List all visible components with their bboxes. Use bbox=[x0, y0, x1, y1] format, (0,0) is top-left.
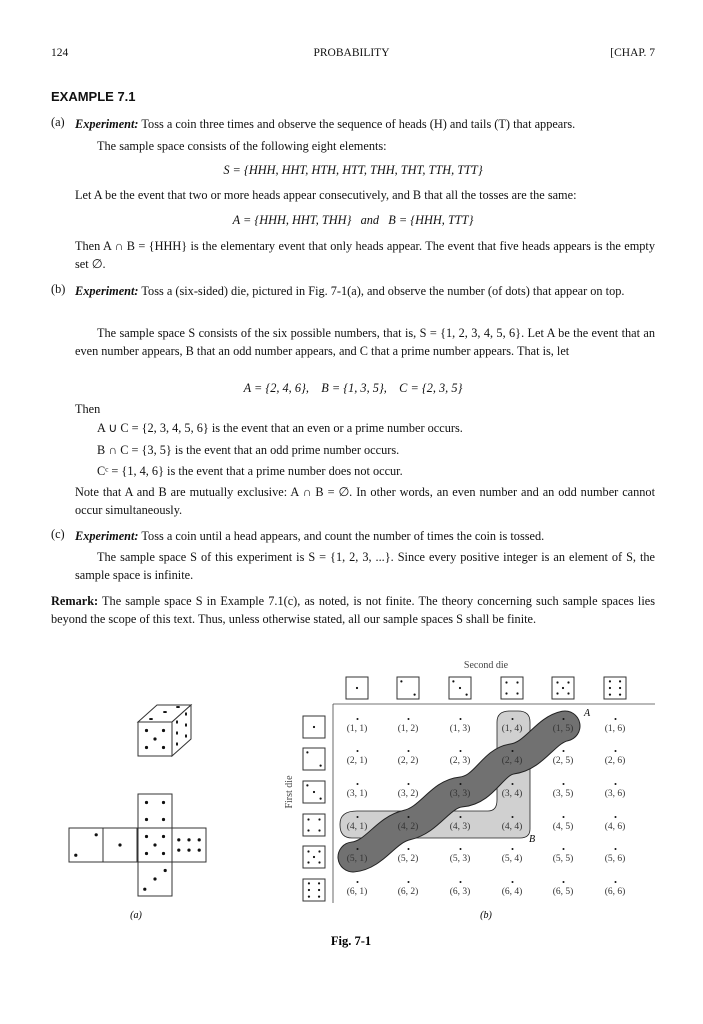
outcome-pair: (4, 6) bbox=[604, 822, 626, 832]
pip bbox=[185, 712, 187, 716]
second-die-face-6 bbox=[604, 677, 626, 699]
pip bbox=[505, 692, 507, 694]
figure-caption: Fig. 7-1 bbox=[330, 934, 372, 948]
die-face-border bbox=[303, 879, 325, 901]
outcome-point bbox=[512, 783, 514, 785]
pip bbox=[187, 838, 190, 841]
pip bbox=[619, 687, 621, 689]
outcome-point bbox=[357, 848, 359, 850]
pip bbox=[198, 838, 201, 841]
pip bbox=[307, 818, 309, 820]
pip bbox=[356, 687, 358, 689]
pip bbox=[145, 852, 148, 855]
pip bbox=[162, 801, 165, 804]
outcome-pair: (5, 1) bbox=[346, 854, 368, 864]
part-a-marker: (a) bbox=[51, 115, 65, 129]
intro-text: Toss a coin three times and observe the sequence of heads (H) and tails (T) that appears. bbox=[141, 117, 576, 131]
outcome-point bbox=[408, 750, 410, 752]
pip bbox=[164, 869, 167, 872]
result-3: Cᶜ = {1, 4, 6} is the event that a prime number does not occur. bbox=[97, 464, 403, 478]
pip bbox=[306, 784, 308, 786]
outcome-pair: (2, 5) bbox=[552, 756, 574, 766]
first-die-face-6 bbox=[303, 879, 325, 901]
outcome-point bbox=[408, 783, 410, 785]
running-title: PROBABILITY bbox=[313, 47, 390, 59]
outcome-point bbox=[563, 848, 565, 850]
net-face-2 bbox=[69, 828, 103, 862]
second-die-label: Second die bbox=[463, 660, 509, 671]
part-b-note: Note that A and B are mutually exclusive: A ∩ B = ∅. In other words, an even number and an odd number cannot occur simultaneously. bbox=[75, 485, 655, 517]
outcome-pair: (5, 6) bbox=[604, 854, 626, 864]
pip bbox=[176, 731, 178, 735]
outcome-pair: (1, 3) bbox=[449, 724, 471, 734]
pip bbox=[318, 829, 320, 831]
pip bbox=[306, 751, 308, 753]
outcome-pair: (6, 3) bbox=[449, 887, 471, 897]
part-a-line3: Let A be the event that two or more heads appear consecutively, and B that all the tosses are the same: bbox=[75, 188, 577, 202]
pip bbox=[567, 692, 569, 694]
events-equation: A = {HHH, HHT, THH} and B = {HHH, TTT} bbox=[232, 213, 474, 227]
result-2: B ∩ C = {3, 5} is the event that an odd prime number occurs. bbox=[97, 443, 400, 457]
outcome-pair: (5, 4) bbox=[501, 854, 523, 864]
isometric-die bbox=[138, 705, 191, 756]
outcome-pair: (6, 4) bbox=[501, 887, 523, 897]
pip bbox=[145, 818, 148, 821]
pip bbox=[505, 681, 507, 683]
outcome-pair: (3, 6) bbox=[604, 789, 626, 799]
outcome-point bbox=[460, 750, 462, 752]
pip bbox=[176, 742, 178, 746]
outcome-point bbox=[563, 881, 565, 883]
die-face-border bbox=[138, 794, 172, 828]
pip bbox=[320, 765, 322, 767]
pip bbox=[452, 680, 454, 682]
pip bbox=[318, 861, 320, 863]
pip bbox=[516, 692, 518, 694]
first-die-face-1 bbox=[303, 716, 325, 738]
first-die-face-5 bbox=[303, 846, 325, 868]
pip bbox=[162, 746, 165, 749]
second-die-face-3 bbox=[449, 677, 471, 699]
outcome-pair: (3, 4) bbox=[501, 789, 523, 799]
subfigure-b-label: (b) bbox=[480, 910, 492, 921]
outcome-point bbox=[460, 783, 462, 785]
event-a-label: A bbox=[584, 708, 591, 719]
outcome-point bbox=[563, 783, 565, 785]
die-face-border bbox=[604, 677, 626, 699]
pip bbox=[313, 856, 315, 858]
outcome-pair: (3, 5) bbox=[552, 789, 574, 799]
die-illustration bbox=[69, 705, 206, 896]
outcome-pair: (5, 2) bbox=[397, 854, 419, 864]
then-label: Then bbox=[75, 402, 101, 416]
first-die-face-2 bbox=[303, 748, 325, 770]
pip bbox=[307, 861, 309, 863]
pip bbox=[118, 843, 121, 846]
pip bbox=[162, 729, 165, 732]
outcome-point bbox=[408, 718, 410, 720]
experiment-label: Experiment: bbox=[75, 284, 139, 298]
second-die-face-2 bbox=[397, 677, 419, 699]
outcome-pair: (2, 1) bbox=[346, 756, 368, 766]
outcome-point bbox=[563, 816, 565, 818]
pip bbox=[308, 882, 310, 884]
pip bbox=[307, 850, 309, 852]
outcome-point bbox=[460, 718, 462, 720]
outcome-pair: (3, 3) bbox=[449, 789, 471, 799]
die-face-border bbox=[303, 748, 325, 770]
intro-text: Toss a (six-sided) die, pictured in Fig. 7-1(a), and observe the number (of dots) that appear on top. bbox=[141, 284, 625, 298]
outcome-pair: (3, 1) bbox=[346, 789, 368, 799]
outcome-pair: (3, 2) bbox=[397, 789, 419, 799]
net-face-5 bbox=[138, 828, 172, 862]
pip bbox=[145, 801, 148, 804]
die-face-border bbox=[69, 828, 103, 862]
pip bbox=[198, 849, 201, 852]
die-face-border bbox=[303, 814, 325, 836]
pip bbox=[307, 829, 309, 831]
outcome-point bbox=[512, 881, 514, 883]
subfigure-a-label: (a) bbox=[130, 910, 142, 921]
outcome-pair: (6, 6) bbox=[604, 887, 626, 897]
outcome-point bbox=[460, 816, 462, 818]
pip bbox=[320, 798, 322, 800]
pip bbox=[145, 746, 148, 749]
pip bbox=[177, 838, 180, 841]
part-b-equation: A = {2, 4, 6}, B = {1, 3, 5}, C = {2, 3, 5} bbox=[243, 381, 463, 395]
result-1: A ∪ C = {2, 3, 4, 5, 6} is the event that an even or a prime number occurs. bbox=[97, 421, 463, 435]
pip bbox=[318, 889, 320, 891]
outcome-point bbox=[460, 881, 462, 883]
pip bbox=[619, 680, 621, 682]
pip bbox=[176, 720, 178, 724]
pip bbox=[145, 835, 148, 838]
pip bbox=[145, 729, 148, 732]
experiment-label: Experiment: bbox=[75, 117, 139, 131]
first-die-label: First die bbox=[284, 775, 295, 809]
pip bbox=[313, 726, 315, 728]
pip bbox=[153, 737, 156, 740]
outcome-pair: (1, 5) bbox=[552, 724, 574, 734]
pip bbox=[153, 877, 156, 880]
pip bbox=[187, 849, 190, 852]
pip bbox=[149, 718, 153, 720]
pip bbox=[459, 687, 461, 689]
page-number: 124 bbox=[51, 47, 69, 59]
outcome-point bbox=[563, 750, 565, 752]
pip bbox=[308, 889, 310, 891]
outcome-point bbox=[512, 750, 514, 752]
part-c-marker: (c) bbox=[51, 527, 65, 541]
pip bbox=[562, 687, 564, 689]
remark-text: The sample space S in Example 7.1(c), as noted, is not finite. The theory concerning such sample spaces lies beyond the scope of this text. Thus, unless otherwise stated, all our sample spaces S shall be finite. bbox=[51, 594, 655, 626]
pip bbox=[414, 694, 416, 696]
pip bbox=[609, 687, 611, 689]
experiment-label: Experiment: bbox=[75, 529, 139, 543]
outcome-point bbox=[615, 783, 617, 785]
pip bbox=[185, 734, 187, 738]
pip bbox=[162, 818, 165, 821]
die-front-face bbox=[138, 722, 172, 756]
net-face-6 bbox=[172, 828, 206, 862]
outcome-pair: (5, 3) bbox=[449, 854, 471, 864]
net-face-4 bbox=[138, 794, 172, 828]
first-die-face-3 bbox=[303, 781, 325, 803]
outcome-point bbox=[615, 750, 617, 752]
outcome-point bbox=[615, 848, 617, 850]
outcome-point bbox=[408, 881, 410, 883]
outcome-pair: (6, 2) bbox=[397, 887, 419, 897]
outcome-point bbox=[512, 816, 514, 818]
outcome-pair: (2, 6) bbox=[604, 756, 626, 766]
pip bbox=[177, 849, 180, 852]
outcome-pair: (5, 5) bbox=[552, 854, 574, 864]
pip bbox=[185, 723, 187, 727]
example-title: EXAMPLE 7.1 bbox=[51, 89, 136, 104]
outcome-point bbox=[357, 750, 359, 752]
outcome-point bbox=[615, 881, 617, 883]
outcome-pair: (2, 3) bbox=[449, 756, 471, 766]
intro-text: Toss a coin until a head appears, and count the number of times the coin is tossed. bbox=[141, 529, 545, 543]
outcome-point bbox=[357, 718, 359, 720]
pip bbox=[162, 835, 165, 838]
outcome-point bbox=[615, 816, 617, 818]
pip bbox=[556, 681, 558, 683]
outcome-point bbox=[460, 848, 462, 850]
outcome-point bbox=[357, 816, 359, 818]
second-die-face-5 bbox=[552, 677, 574, 699]
outcome-point bbox=[615, 718, 617, 720]
pip bbox=[313, 791, 315, 793]
pip bbox=[162, 852, 165, 855]
die-face-border bbox=[501, 677, 523, 699]
pip bbox=[318, 818, 320, 820]
outcome-point bbox=[563, 718, 565, 720]
chapter-label: [CHAP. 7 bbox=[610, 47, 655, 59]
pip bbox=[153, 843, 156, 846]
outcome-pair: (6, 1) bbox=[346, 887, 368, 897]
outcome-point bbox=[512, 718, 514, 720]
outcome-pair: (1, 2) bbox=[397, 724, 419, 734]
first-die-face-4 bbox=[303, 814, 325, 836]
outcome-pair: (4, 1) bbox=[346, 822, 368, 832]
pip bbox=[143, 888, 146, 891]
pip bbox=[318, 850, 320, 852]
outcome-pair: (2, 2) bbox=[397, 756, 419, 766]
pip bbox=[567, 681, 569, 683]
pip bbox=[609, 680, 611, 682]
pip bbox=[163, 711, 167, 713]
outcome-point bbox=[357, 881, 359, 883]
outcome-point bbox=[357, 783, 359, 785]
outcome-point bbox=[408, 848, 410, 850]
outcome-pair: (1, 4) bbox=[501, 724, 523, 734]
second-die-face-4 bbox=[501, 677, 523, 699]
pip bbox=[516, 681, 518, 683]
pip bbox=[318, 882, 320, 884]
pip bbox=[308, 896, 310, 898]
outcome-point bbox=[512, 848, 514, 850]
outcome-pair: (2, 4) bbox=[501, 756, 523, 766]
part-a-line4: Then A ∩ B = {HHH} is the elementary event that only heads appear. The event that five heads appears is the empty set ∅. bbox=[75, 239, 655, 271]
net-face-3 bbox=[138, 862, 172, 896]
sample-space-equation: S = {HHH, HHT, HTH, HTT, THH, THT, TTH, TTT} bbox=[223, 163, 483, 177]
part-c-line2: The sample space S of this experiment is S = {1, 2, 3, ...}. Since every positive integer is an element of S, the sample space is infinite. bbox=[75, 550, 655, 582]
outcome-pair: (4, 4) bbox=[501, 822, 523, 832]
outcome-pair: (4, 5) bbox=[552, 822, 574, 832]
second-die-face-1 bbox=[346, 677, 368, 699]
pip bbox=[176, 706, 180, 708]
outcome-point bbox=[408, 816, 410, 818]
pip bbox=[74, 854, 77, 857]
event-b-label: B bbox=[529, 834, 536, 845]
pip bbox=[318, 896, 320, 898]
die-face-border bbox=[172, 828, 206, 862]
pip bbox=[556, 692, 558, 694]
remark-label: Remark: bbox=[51, 594, 99, 608]
pip bbox=[619, 694, 621, 696]
outcome-pair: (4, 3) bbox=[449, 822, 471, 832]
part-b-marker: (b) bbox=[51, 282, 66, 296]
pip bbox=[400, 680, 402, 682]
net-face-1 bbox=[103, 828, 137, 862]
part-b-line2: The sample space S consists of the six possible numbers, that is, S = {1, 2, 3, 4, 5, 6}. Let A be the event that an even number appears, B that an odd number appears, and C that a prime number appears. That is, let bbox=[75, 326, 655, 358]
outcome-pair: (1, 1) bbox=[346, 724, 368, 734]
die-face-border bbox=[397, 677, 419, 699]
pip bbox=[95, 833, 98, 836]
part-a-line2: The sample space consists of the following eight elements: bbox=[97, 139, 387, 153]
outcome-pair: (6, 5) bbox=[552, 887, 574, 897]
pip bbox=[466, 694, 468, 696]
pip bbox=[609, 694, 611, 696]
outcome-pair: (4, 2) bbox=[397, 822, 419, 832]
outcome-pair: (1, 6) bbox=[604, 724, 626, 734]
